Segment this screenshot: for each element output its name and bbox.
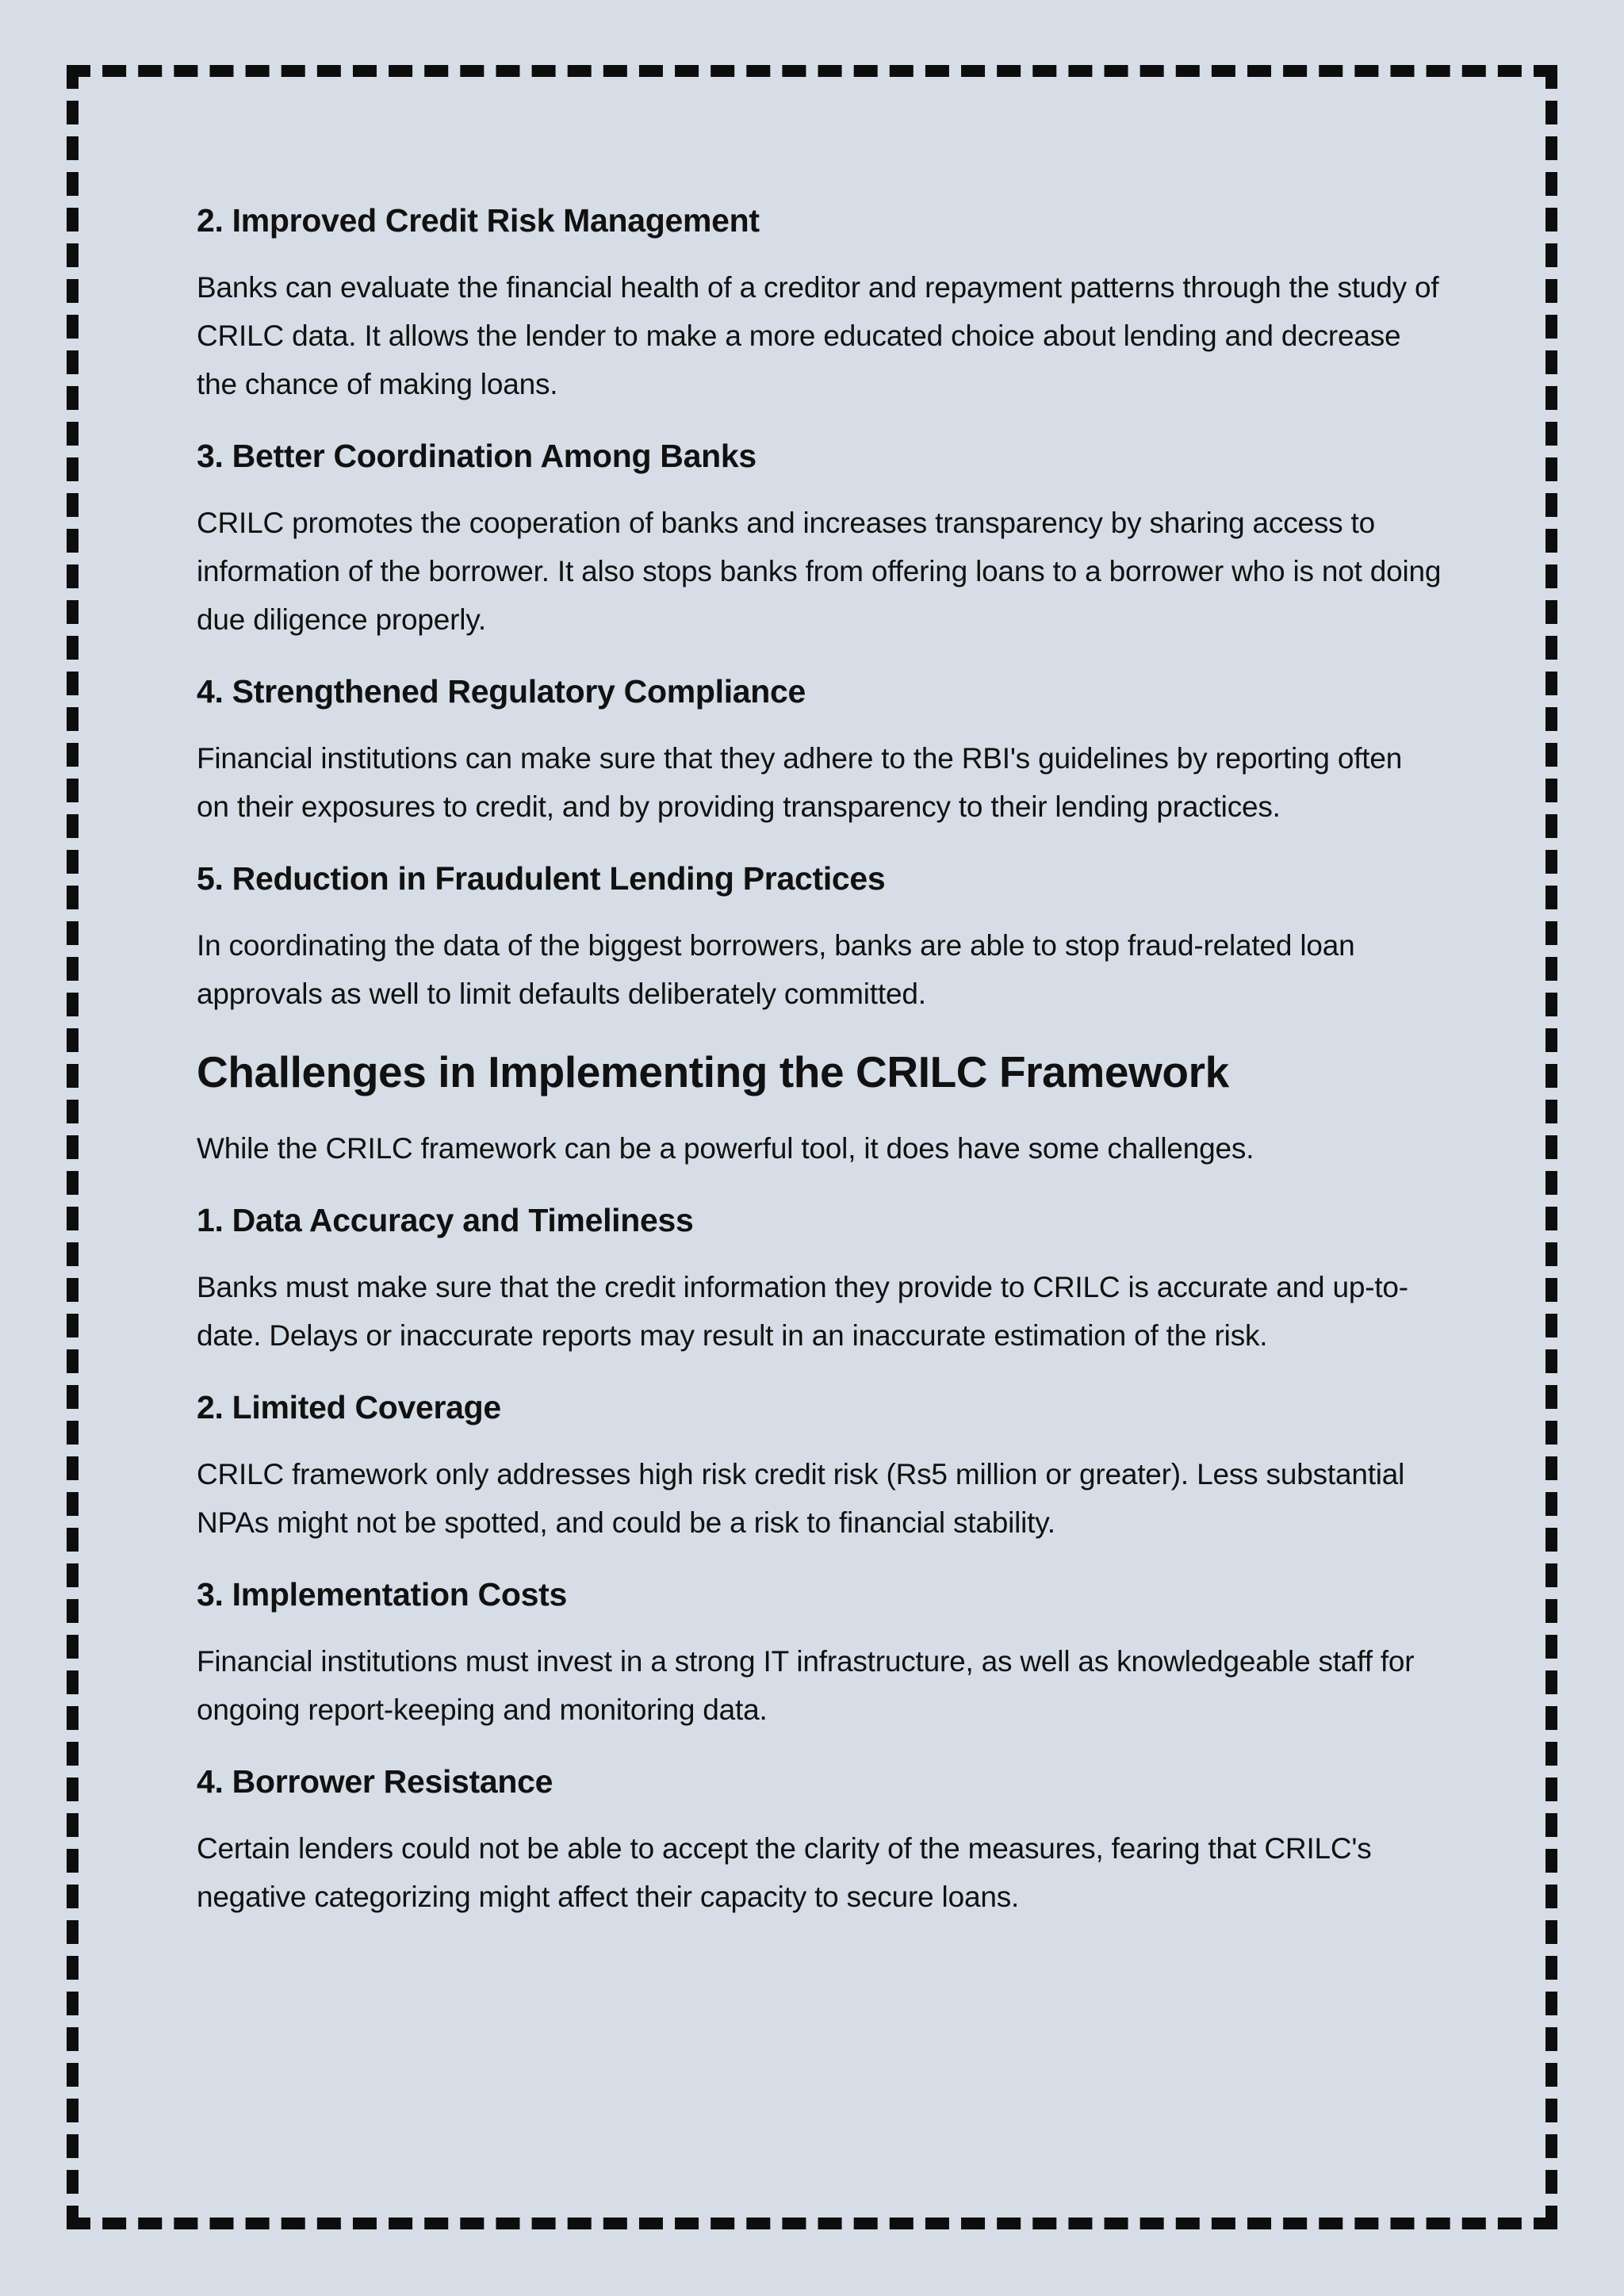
challenge-heading-data-accuracy: 1. Data Accuracy and Timeliness (197, 1202, 694, 1238)
document-content (197, 195, 1442, 1943)
benefit-body-compliance: Financial institutions can make sure that they adhere to the RBI's guidelines by reporting often on their exposures to credit, and by providing transparency to their lending practices. (197, 742, 1403, 823)
benefit-heading-fraud: 5. Reduction in Fraudulent Lending Practices (197, 860, 886, 897)
challenges-title: Challenges in Implementing the CRILC Framework (197, 1047, 1229, 1096)
challenge-body-borrower-resistance: Certain lenders could not be able to accept the clarity of the measures, fearing that CRILC's negative categorizing might affect their capacity to secure loans. (197, 1832, 1372, 1913)
benefit-body-credit-risk: Banks can evaluate the financial health of a creditor and repayment patterns through the study of CRILC data. It allows the lender to make a more educated choice about lending and decrease the chance of making loans. (197, 271, 1439, 400)
benefit-heading-coordination: 3. Better Coordination Among Banks (197, 438, 756, 474)
benefit-body-coordination: CRILC promotes the cooperation of banks and increases transparency by sharing access to information of the borrower. It also stops banks from offering loans to a borrower who is not doing due diligence properly. (197, 507, 1442, 636)
challenge-body-limited-coverage: CRILC framework only addresses high risk credit risk (Rs5 million or greater). Less substantial NPAs might not be spotted, and could be a risk to financial stability. (197, 1458, 1405, 1539)
benefit-heading-compliance: 4. Strengthened Regulatory Compliance (197, 673, 806, 710)
challenge-body-data-accuracy: Banks must make sure that the credit information they provide to CRILC is accurate and up-to-date. Delays or inaccurate reports may result in an inaccurate estimation of the risk. (197, 1271, 1408, 1352)
challenge-heading-limited-coverage: 2. Limited Coverage (197, 1389, 501, 1425)
benefit-body-fraud: In coordinating the data of the biggest borrowers, banks are able to stop fraud-related loan approvals as well to limit defaults deliberately committed. (197, 929, 1355, 1010)
challenge-body-implementation-costs: Financial institutions must invest in a strong IT infrastructure, as well as knowledgeable staff for ongoing report-keeping and monitoring data. (197, 1645, 1415, 1726)
challenge-heading-borrower-resistance: 4. Borrower Resistance (197, 1763, 553, 1800)
benefit-heading-credit-risk: 2. Improved Credit Risk Management (197, 202, 760, 239)
challenges-intro: While the CRILC framework can be a powerful tool, it does have some challenges. (197, 1132, 1254, 1165)
challenge-heading-implementation-costs: 3. Implementation Costs (197, 1576, 567, 1613)
